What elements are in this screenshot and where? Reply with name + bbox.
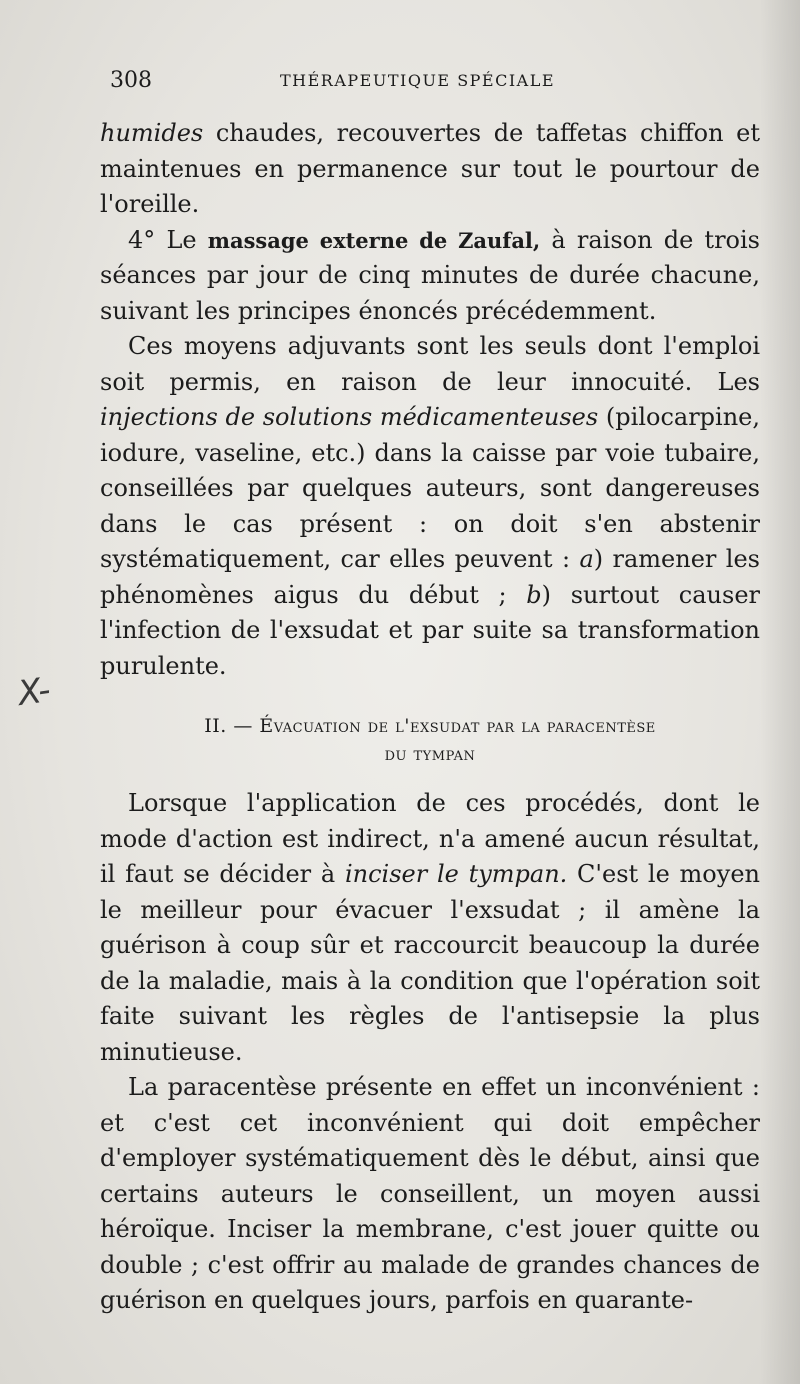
paragraph-text: chaudes, recouvertes de taffetas chiffon et maintenues en permanence sur tout le pourtour de l'oreille.: [100, 119, 760, 218]
paragraph-text: Le: [155, 225, 208, 254]
paragraph-text: (pilocarpine, iodure, vaseline, etc.) dans la caisse par voie tubaire, conseillées par quelques auteurs, sont dangereuses dans le cas présent : on doit s'en abstenir systématiquement, car elles peuvent :: [100, 403, 760, 573]
bold-term: massage externe de Zaufal,: [207, 227, 541, 253]
page-number: 308: [110, 68, 152, 93]
italic-letter: a: [579, 545, 594, 573]
italic-term: humides: [100, 119, 204, 147]
section-title-line-1: Évacuation de l'exsudat par la paracentèse: [259, 715, 656, 737]
page-header: [110, 66, 750, 100]
paragraph-numbered-item: [100, 223, 760, 330]
paragraph-text: La paracentèse présente en effet un inconvénient : et c'est cet inconvénient qui doit empêcher d'employer systématiquement dès le début, ainsi que certains auteurs le conseillent, un moyen aussi héroïque. Inciser la membrane, c'est jouer quitte ou double ; c'est offrir au malade de grandes chances de guérison en quelques jours, parfois en quarante-: [100, 1073, 760, 1314]
item-number: 4°: [128, 225, 156, 254]
body-text: [100, 116, 760, 1319]
page-edge-shadow: [760, 0, 800, 1384]
section-heading: [100, 712, 760, 768]
paragraph-text: C'est le moyen le meilleur pour évacuer l'exsudat ; il amène la guérison à coup sûr et raccourcit beaucoup la durée de la maladie, mais à la condition que l'opération soit faite suivant les règles de l'antisepsie la plus minutieuse.: [100, 860, 760, 1066]
paragraph-continuation: [100, 116, 760, 223]
italic-term: inciser le tympan.: [344, 860, 568, 888]
section-number: II.: [204, 715, 227, 737]
paragraph: [100, 329, 760, 684]
running-head: THÉRAPEUTIQUE SPÉCIALE: [280, 71, 556, 90]
italic-term: injections de solutions médicamenteuses: [100, 403, 599, 431]
paragraph-text: Ces moyens adjuvants sont les seuls dont l'emploi soit permis, en raison de leur innocuité. Les: [100, 332, 760, 396]
paragraph: [100, 786, 760, 1070]
section-title-line-2: du tympan: [384, 743, 476, 765]
handwritten-margin-mark: X-: [15, 669, 54, 715]
paragraph-text: ) ramener les phénomènes aigus du début ;: [100, 545, 760, 609]
italic-letter: b: [526, 580, 542, 609]
section-dash: —: [226, 715, 260, 737]
paragraph: [100, 1070, 760, 1319]
paragraph-text: à raison de trois séances par jour de cinq minutes de durée chacune, suivant les principes énoncés précédemment.: [100, 225, 760, 325]
paragraph-text: Lorsque l'application de ces procédés, dont le mode d'action est indirect, n'a amené aucun résultat, il faut se décider à: [100, 789, 760, 888]
paragraph-text: ) surtout causer l'infection de l'exsudat et par suite sa transformation purulente.: [100, 580, 760, 680]
